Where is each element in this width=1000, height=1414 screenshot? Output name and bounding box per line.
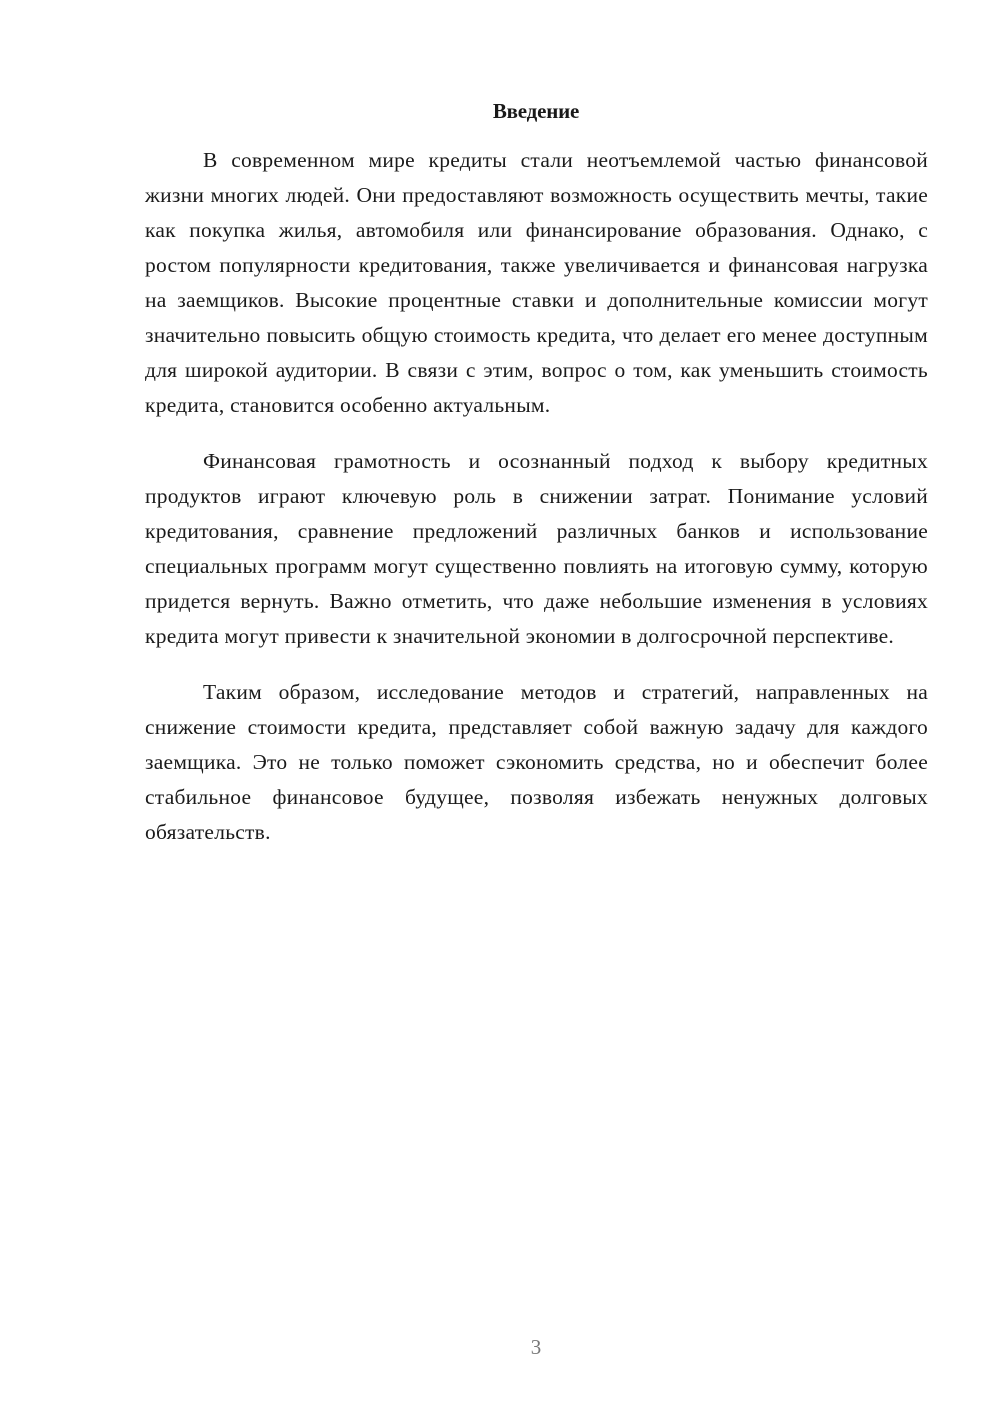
paragraph-3: Таким образом, исследование методов и стратегий, направленных на снижение стоимости кредита, представляет собой важную задачу для каждого заемщика. Это не только поможет сэкономить средства, но и обеспечит более стабильное финансовое будущее, позволяя избежать ненужных долговых обязательств. [145,680,928,844]
body-text [145,143,928,871]
page-number: 3 [530,1335,542,1359]
paragraph-2: Финансовая грамотность и осознанный подход к выбору кредитных продуктов играют ключевую роль в снижении затрат. Понимание условий кредитования, сравнение предложений различных банков и использование специальных программ могут существенно повлиять на итоговую сумму, которую придется вернуть. Важно отметить, что даже небольшие изменения в условиях кредита могут привести к значительной экономии в долгосрочной перспективе. [145,449,928,648]
page-title: Введение [492,99,580,123]
paragraph-1: В современном мире кредиты стали неотъемлемой частью финансовой жизни многих людей. Они предоставляют возможность осуществить мечты, такие как покупка жилья, автомобиля или финансирование образования. Однако, с ростом популярности кредитования, также увеличивается и финансовая нагрузка на заемщиков. Высокие процентные ставки и дополнительные комиссии могут значительно повысить общую стоимость кредита, что делает его менее доступным для широкой аудитории. В связи с этим, вопрос о том, как уменьшить стоимость кредита, становится особенно актуальным. [145,148,928,417]
